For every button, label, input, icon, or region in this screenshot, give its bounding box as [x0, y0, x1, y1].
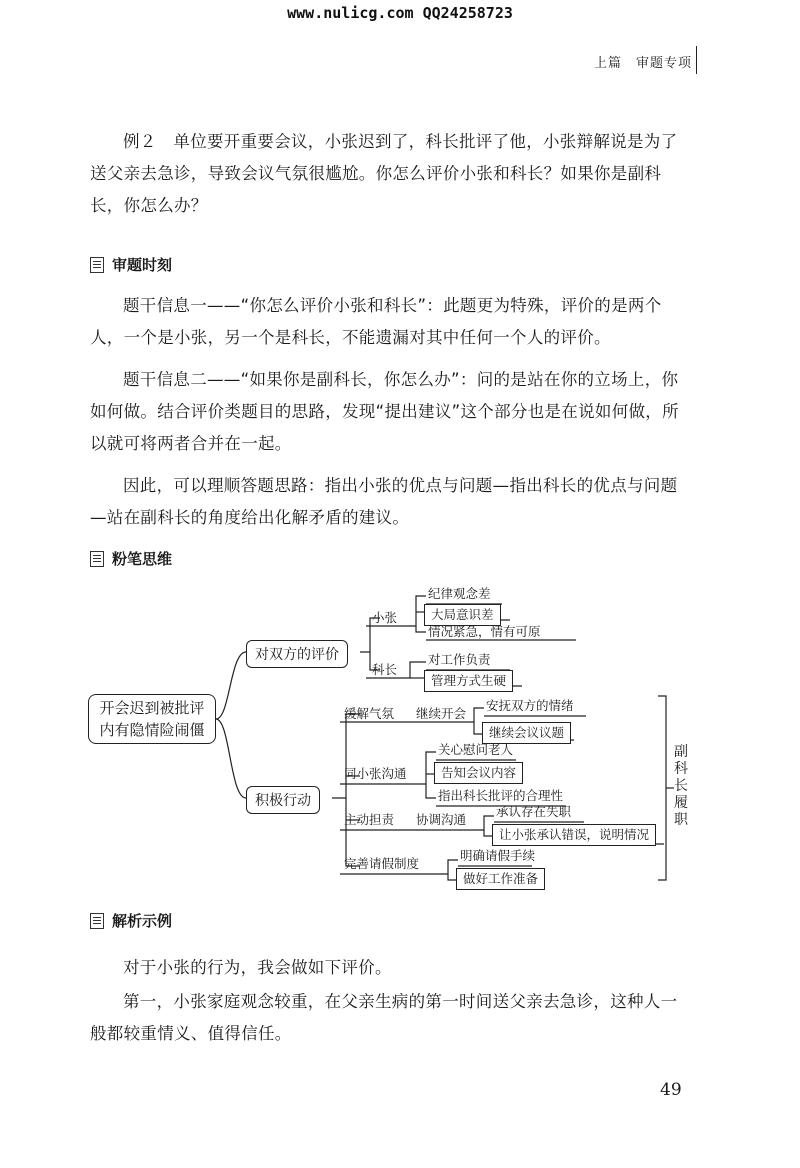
example-paragraph-2: 第一，小张家庭观念较重，在父亲生病的第一时间送父亲去急诊，这种人一般都较重情义、值得信任。: [90, 992, 678, 1043]
node-item: 对工作负责: [428, 652, 491, 667]
section-title: 审题时刻: [112, 256, 173, 274]
analysis-paragraph-3: 因此，可以理顺答题思路：指出小张的优点与问题—指出科长的优点与问题—站在副科长的角度给出化解矛盾的建议。: [90, 476, 678, 527]
example-paragraph-1: 对于小张的行为，我会做如下评价。: [123, 958, 392, 977]
node-item: 做好工作准备: [456, 868, 545, 890]
node-item: 情况紧急，情有可原: [428, 624, 541, 639]
question-paragraph: 例２ 单位要开重要会议，小张迟到了，科长批评了他，小张辩解说是为了送父亲去急诊，导致会议气氛很尴尬。你怎么评价小张和科长？如果你是副科长，你怎么办？: [90, 132, 678, 215]
node-item: 指出科长批评的合理性: [438, 788, 564, 803]
page-number: 49: [660, 1080, 682, 1100]
node-item: 安抚双方的情绪: [486, 698, 574, 713]
mind-map: [70, 576, 710, 896]
pencil-icon: [90, 913, 104, 929]
node-g1: 缓解气氛: [344, 706, 395, 721]
analysis-paragraph-1: 题干信息一——“你怎么评价小张和科长”：此题更为特殊，评价的是两个人，一个是小张，另一个是科长，不能遗漏对其中任何一个人的评价。: [90, 296, 662, 347]
chalk-icon: [90, 551, 104, 567]
node-item: 关心慰问老人: [438, 742, 514, 757]
node-kezhang: 科长: [372, 662, 398, 677]
mind-map-root: [88, 694, 216, 744]
node-item: 明确请假手续: [460, 848, 536, 863]
root-label: 开会迟到被批评 内有隐情险闹僵: [99, 699, 205, 739]
branch-action: 积极行动: [246, 786, 320, 814]
node-item: 承认存在失职: [496, 804, 572, 819]
node-g2: 同小张沟通: [344, 766, 407, 781]
node-item: 大局意识差: [424, 604, 501, 626]
section-heading-fenbi: [90, 548, 172, 569]
node-g3-sub: 协调沟通: [416, 812, 467, 827]
section-title: 解析示例: [112, 912, 173, 930]
node-item: 让小张承认错误，说明情况: [492, 824, 656, 846]
watermark: www.nulicg.com QQ24258723: [287, 4, 513, 22]
node-item: 纪律观念差: [428, 586, 491, 601]
analysis-paragraph-2: 题干信息二——“如果你是副科长，你怎么办”：问的是站在你的立场上，你如何做。结合评价类题目的思路，发现“提出建议”这个部分也是在说如何做，所以就可将两者合并在一起。: [90, 370, 679, 453]
node-g3: 主动担责: [344, 812, 395, 827]
node-g4: 完善请假制度: [344, 856, 420, 871]
node-g1-sub: 继续开会: [416, 706, 467, 721]
node-item: 管理方式生硬: [424, 670, 513, 692]
node-xiaozhang: 小张: [372, 610, 398, 625]
side-label-fukezhang: 副科长履职: [674, 744, 688, 828]
node-item: 告知会议内容: [434, 762, 523, 784]
section-heading-shenti: [90, 254, 172, 275]
book-icon: [90, 257, 104, 273]
node-item: 继续会议议题: [482, 722, 571, 744]
section-title: 粉笔思维: [112, 550, 173, 568]
header-divider: [696, 46, 697, 74]
section-heading-jiexi: [90, 910, 172, 931]
running-header: 上篇 审题专项: [593, 56, 692, 71]
branch-evaluation: 对双方的评价: [246, 640, 348, 668]
